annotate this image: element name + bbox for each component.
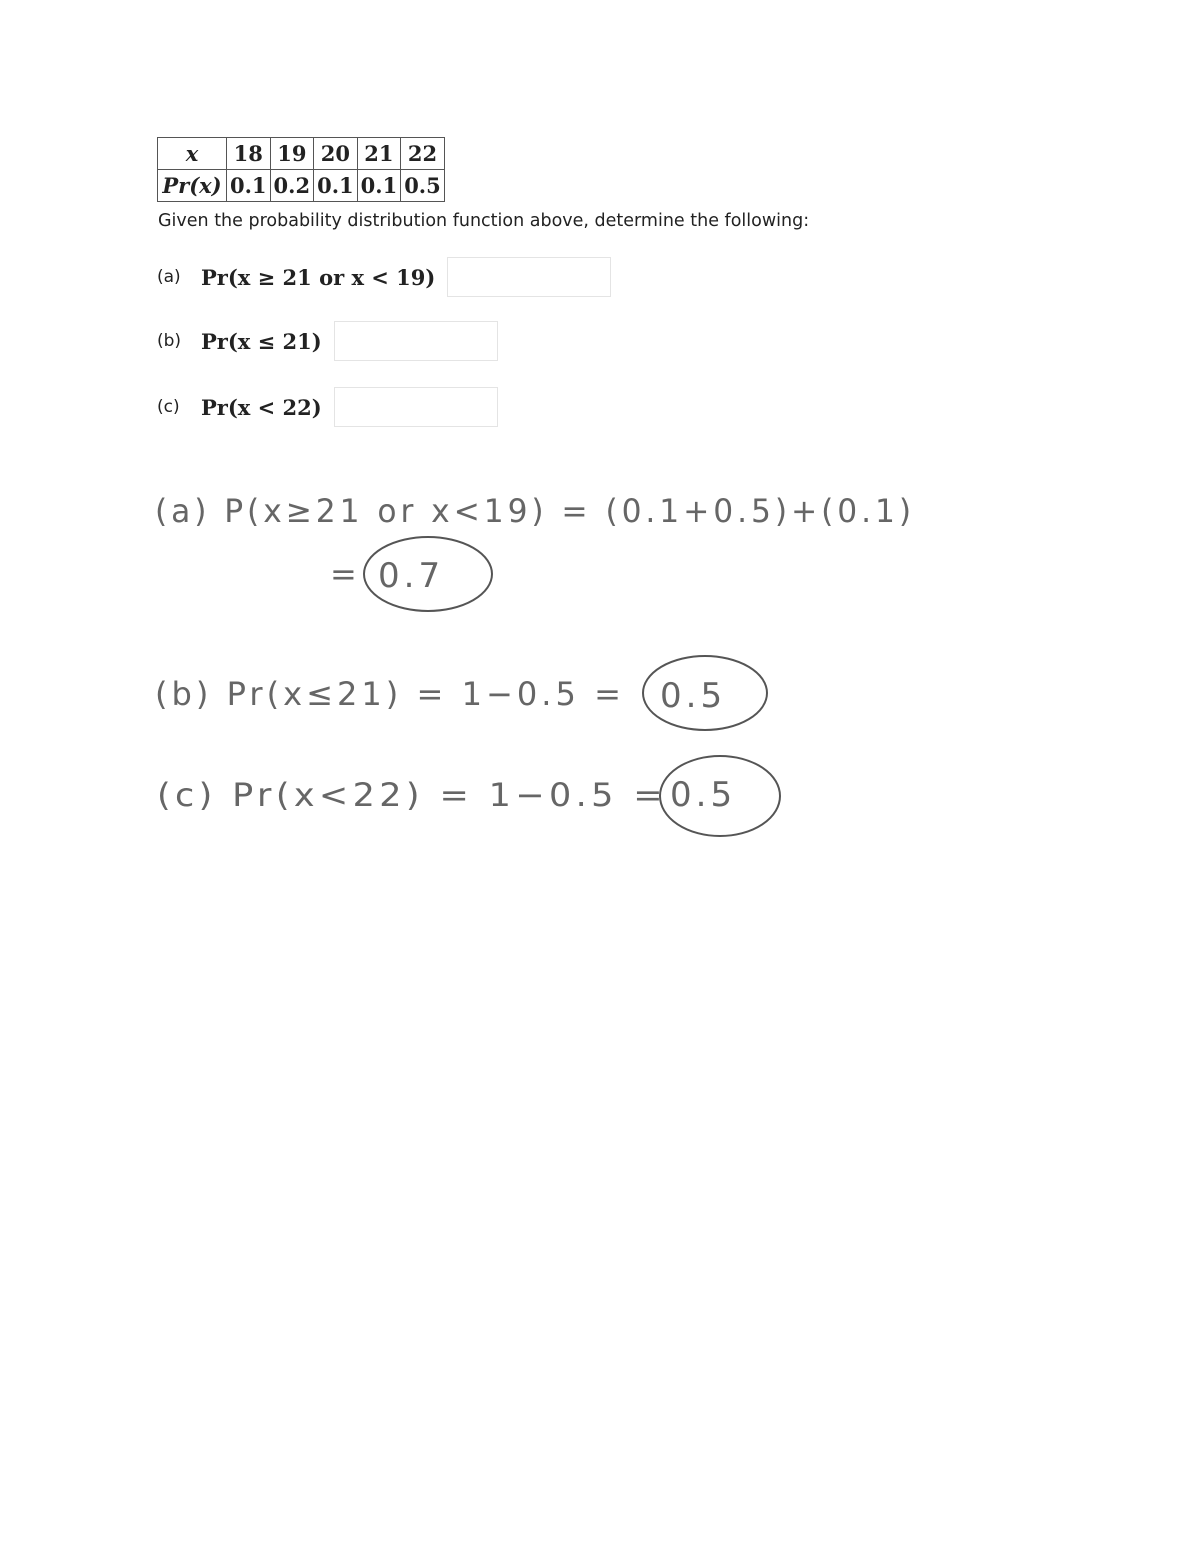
x-value: 21 [357, 138, 401, 170]
pr-header: Pr(x) [158, 170, 227, 202]
handwritten-a-line1: (a) P(x≥21 or x<19) = (0.1+0.5)+(0.1) [155, 492, 915, 530]
question-c-label: (c) [157, 397, 180, 417]
question-a-expression: Pr(x ≥ 21 or x < 19) [201, 264, 436, 290]
pr-value: 0.1 [227, 170, 271, 202]
handwritten-a-answer: 0.7 [378, 556, 445, 596]
handwritten-c-answer: 0.5 [670, 775, 737, 815]
x-value: 20 [314, 138, 358, 170]
pr-value: 0.1 [357, 170, 401, 202]
handwritten-a-equals: = [330, 555, 361, 593]
question-a-label: (a) [157, 267, 181, 287]
handwritten-c-work: (c) Pr(x<22) = 1−0.5 = [157, 776, 667, 814]
x-value: 19 [270, 138, 314, 170]
pr-value: 0.1 [314, 170, 358, 202]
x-header: x [158, 138, 227, 170]
question-b-expression: Pr(x ≤ 21) [201, 328, 322, 354]
question-c-expression: Pr(x < 22) [201, 394, 322, 420]
pr-value: 0.2 [270, 170, 314, 202]
x-value: 18 [227, 138, 271, 170]
handwritten-b-work: (b) Pr(x≤21) = 1−0.5 = [155, 675, 625, 713]
x-value: 22 [401, 138, 445, 170]
pr-value: 0.5 [401, 170, 445, 202]
handwritten-b-answer: 0.5 [660, 676, 727, 716]
question-b-label: (b) [157, 331, 182, 351]
instructions-text: Given the probability distribution function above, determine the following: [158, 211, 810, 231]
